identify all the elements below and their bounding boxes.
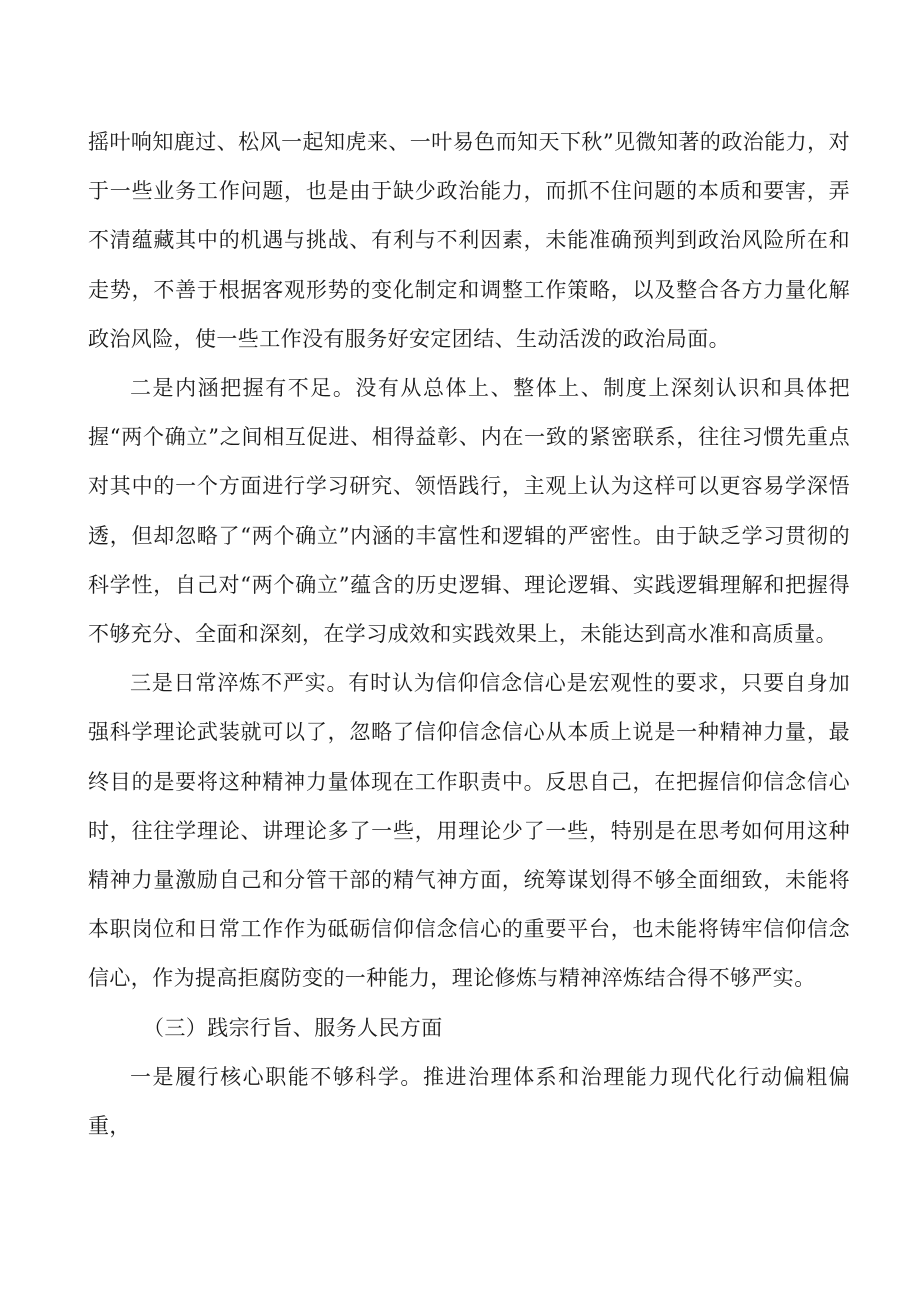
paragraph-connotation: 二是内涵把握有不足。没有从总体上、整体上、制度上深刻认识和具体把握“两个确立”之间相互促进、相得益彰、内在一致的紧密联系，往往习惯先重点对其中的一个方面进行学习研究、领悟践行，主观上认为这样可以更容易学深悟透，但却忽略了“两个确立”内涵的丰富性和逻辑的严密性。由于缺乏学习贯彻的科学性，自己对“两个确立”蕴含的历史逻辑、理论逻辑、实践逻辑理解和把握得不够充分、全面和深刻，在学习成效和实践效果上，未能达到高水准和高质量。 <box>88 376 850 647</box>
paragraph-daily-tempering: 三是日常淬炼不严实。有时认为信仰信念信心是宏观性的要求，只要自身加强科学理论武装就可以了，忽略了信仰信念信心从本质上说是一种精神力量，最终目的是要将这种精神力量体现在工作职责中。反思自己，在把握信仰信念信心时，往往学理论、讲理论多了一些，用理论少了一些，特别是在思考如何用这种精神力量激励自己和分管干部的精气神方面，统筹谋划得不够全面细致，未能将本职岗位和日常工作作为砥砺信仰信念信心的重要平台，也未能将铸牢信仰信念信心，作为提高拒腐防变的一种能力，理论修炼与精神淬炼结合得不够严实。 <box>88 671 850 991</box>
paragraph-core-functions: 一是履行核心职能不够科学。推进治理体系和治理能力现代化行动偏粗偏重， <box>88 1064 850 1139</box>
document-body <box>88 118 850 1151</box>
section-heading: （三）践宗行旨、服务人民方面 <box>143 1015 443 1040</box>
paragraph-continuation: 摇叶响知鹿过、松风一起知虎来、一叶易色而知天下秋”见微知著的政治能力，对于一些业务工作问题，也是由于缺少政治能力，而抓不住问题的本质和要害，弄不清蕴藏其中的机遇与挑战、有利与不利因素，未能准确预判到政治风险所在和走势，不善于根据客观形势的变化制定和调整工作策略，以及整合各方力量化解政治风险，使一些工作没有服务好安定团结、生动活泼的政治局面。 <box>88 130 850 351</box>
